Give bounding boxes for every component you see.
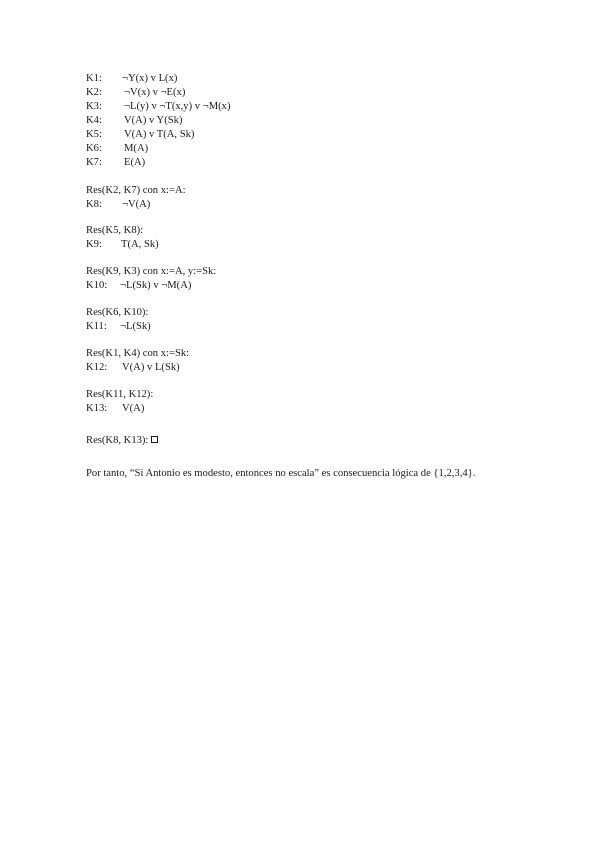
clause-line <box>86 320 151 333</box>
empty-clause-box-icon <box>151 436 158 443</box>
clause-expression: ¬L(Sk) <box>120 321 151 332</box>
clause-expression: V(A) <box>122 403 145 414</box>
resolution-heading: Res(K2, K7) con x:=A: <box>86 185 186 196</box>
clause-line <box>86 114 183 127</box>
clause-line <box>86 238 159 251</box>
clause-expression: M(A) <box>124 143 149 154</box>
clause-expression: T(A, Sk) <box>121 239 159 250</box>
clause-label: K8: <box>86 199 102 210</box>
clause-label: K7: <box>86 157 102 168</box>
clause-line <box>86 361 180 374</box>
clause-line <box>86 86 186 99</box>
clause-line <box>86 142 149 155</box>
clause-label: K9: <box>86 239 102 250</box>
clause-expression: ¬V(A) <box>122 199 151 210</box>
resolution-heading: Res(K11, K12): <box>86 389 154 400</box>
clause-line <box>86 128 195 141</box>
clause-label: K10: <box>86 280 108 291</box>
clause-line <box>86 402 145 415</box>
clause-line <box>86 72 178 85</box>
clause-expression: V(A) v Y(Sk) <box>124 115 183 126</box>
clause-expression: V(A) v T(A, Sk) <box>124 129 195 140</box>
clause-line <box>86 198 151 211</box>
clause-label: K11: <box>86 321 107 332</box>
clause-line <box>86 100 231 113</box>
final-resolution <box>86 434 158 447</box>
clause-label: K4: <box>86 115 102 126</box>
clause-line <box>86 156 146 169</box>
clause-expression: ¬V(x) v ¬E(x) <box>124 87 186 98</box>
resolution-heading: Res(K9, K3) con x:=A, y:=Sk: <box>86 266 217 277</box>
final-resolution-label: Res(K8, K13): <box>86 435 149 446</box>
resolution-heading: Res(K5, K8): <box>86 225 144 236</box>
conclusion-paragraph: Por tanto, “Si Antonio es modesto, entonces no escala” es consecuencia lógica de {1,2,3,4}. <box>86 468 476 479</box>
clause-expression: ¬L(Sk) v ¬M(A) <box>120 280 192 291</box>
clause-label: K6: <box>86 143 102 154</box>
clause-label: K12: <box>86 362 108 373</box>
clause-expression: ¬L(y) v ¬T(x,y) v ¬M(x) <box>124 101 231 112</box>
resolution-heading: Res(K6, K10): <box>86 307 149 318</box>
clause-expression: E(A) <box>124 157 146 168</box>
resolution-heading: Res(K1, K4) con x:=Sk: <box>86 348 190 359</box>
clause-label: K13: <box>86 403 108 414</box>
clause-line <box>86 279 192 292</box>
clause-label: K2: <box>86 87 102 98</box>
clause-label: K1: <box>86 73 102 84</box>
clause-expression: ¬Y(x) v L(x) <box>122 73 178 84</box>
clause-expression: V(A) v L(Sk) <box>122 362 180 373</box>
clause-label: K3: <box>86 101 102 112</box>
clause-label: K5: <box>86 129 102 140</box>
